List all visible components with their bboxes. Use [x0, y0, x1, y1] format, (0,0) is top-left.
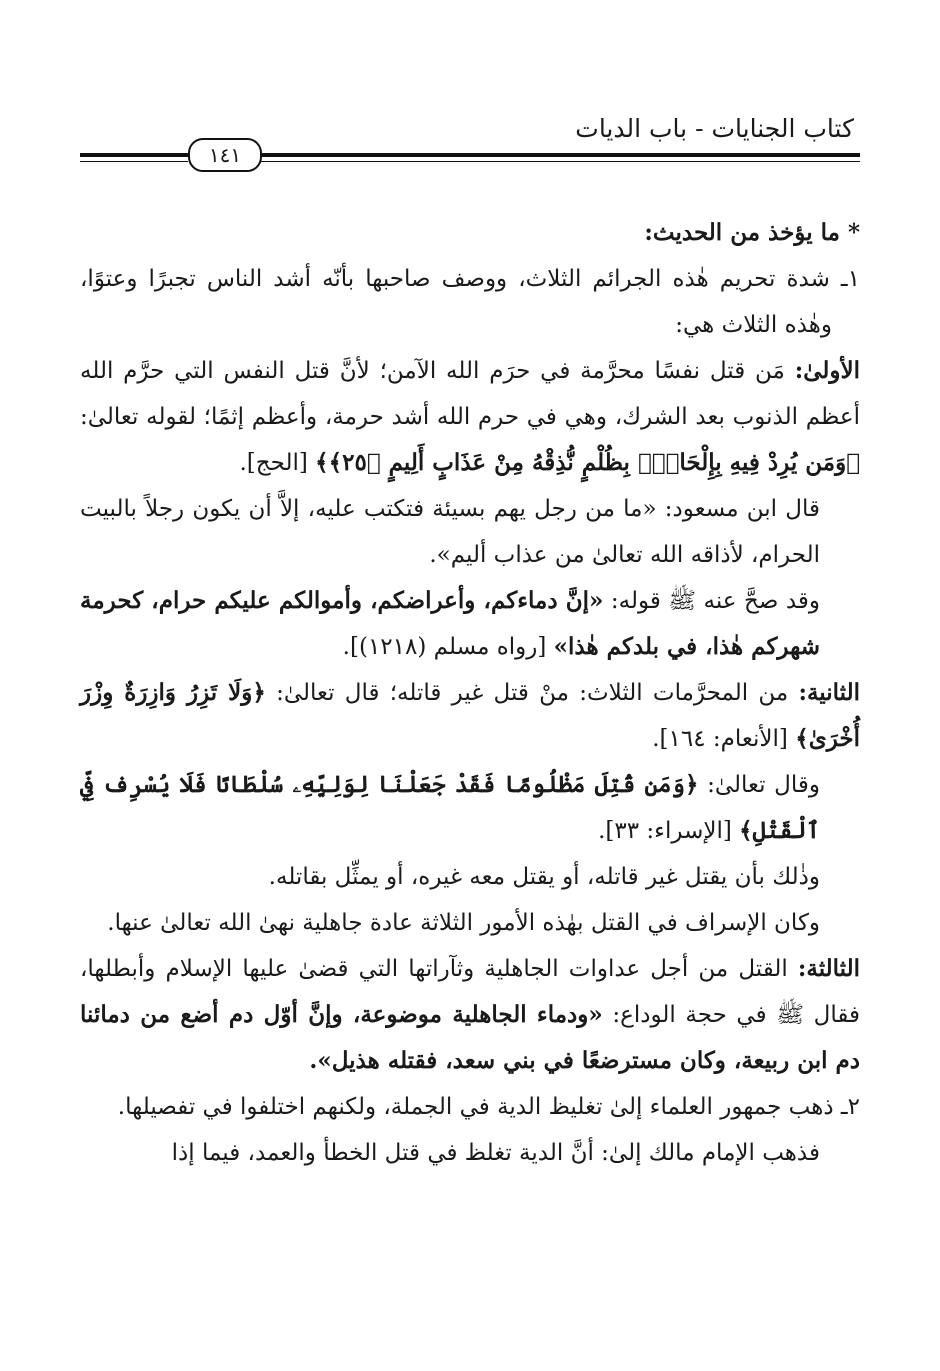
second-crime-text: من المحرَّمات الثلاث: منْ قتل غير قاتله؛ قال تعالىٰ: — [276, 680, 789, 706]
point-1-number: ١ـ — [840, 266, 860, 292]
farewell-hadith: «ودماء الجاهلية موضوعة، وإنَّ أوّل دم أضع من دمائنا دم ابن ربيعة، وكان مسترضعًا في بني سعد، فقتله هذيل». — [80, 1001, 860, 1074]
verse-hajj-ref: [الحج]. — [239, 450, 308, 476]
isra-intro: وقال تعالىٰ: — [707, 772, 820, 798]
first-crime-paragraph — [80, 348, 860, 486]
hadith-text: «إنَّ دماءكم، وأعراضكم، وأموالكم عليكم حرام، كحرمة شهركم هٰذا، في بلدكم هٰذا» — [80, 587, 820, 660]
point-1-text: شدة تحريم هٰذه الجرائم الثلاث، ووصف صاحبها بأنّه أشد الناس تجبرًا وعتوًا، وهٰذه الثلاث هي: — [80, 266, 832, 338]
header-rule-left — [80, 153, 188, 157]
hadith-ref: [رواه مسلم (١٢١٨)]. — [342, 634, 547, 660]
malik-paragraph: فذهب الإمام مالك إلىٰ: أنَّ الدية تغلظ في قتل الخطأ والعمد، فيما إذا — [171, 1140, 820, 1166]
second-crime-label: الثانية: — [798, 679, 860, 706]
running-title: كتاب الجنايات - باب الديات — [575, 114, 854, 143]
verse-isra: ﴿وَمَن قُتِلَ مَظْلُومًا فَقَدْ جَعَلْنَا لِوَلِيِّهِۦ سُلْطَانًا فَلَا يُسْرِف فِّي ٱلْقَتْلِ﴾ — [80, 771, 820, 844]
verse-anam: ﴿وَلَا تَزِرُ وَازِرَةٌ وِزْرَ أُخْرَىٰ﴾ — [80, 679, 860, 752]
jahiliyya-paragraph: وكان الإسراف في القتل بهٰذه الأمور الثلاثة عادة جاهلية نهىٰ الله تعالىٰ عنها. — [107, 910, 820, 936]
third-crime-label: الثالثة: — [797, 955, 860, 982]
hadith-paragraph — [80, 578, 860, 670]
verse-isra-ref: [الإسراء: ٣٣]. — [598, 818, 732, 844]
page-header — [80, 108, 860, 168]
section-heading: * ما يؤخذ من الحديث: — [644, 219, 860, 246]
first-crime-label: الأولىٰ: — [794, 357, 860, 384]
isra-paragraph — [80, 762, 860, 854]
point-2-text: ذهب جمهور العلماء إلىٰ تغليظ الدية في الجملة، ولكنهم اختلفوا في تفصيلها. — [117, 1094, 834, 1120]
second-crime-paragraph — [80, 670, 860, 762]
explanation-paragraph: وذٰلك بأن يقتل غير قاتله، أو يقتل معه غيره، أو يمثِّل بقاتله. — [268, 864, 820, 890]
header-rule-right — [258, 153, 860, 157]
third-crime-text: القتل من أجل عداوات الجاهلية وثآراتها التي قضىٰ عليها الإسلام وأبطلها، فقال ﷺ في حجة الوداع: — [80, 956, 860, 1028]
verse-hajj: ﴿وَمَن يُرِدْ فِيهِ بِإِلْحَادٍۭ بِظُلْمٍ نُّذِقْهُ مِنْ عَذَابٍ أَلِيمٍ ﴿٢٥﴾﴾ — [315, 449, 860, 476]
page-body — [80, 210, 860, 1176]
point-1 — [80, 256, 860, 348]
hadith-intro: وقد صحَّ عنه ﷺ قوله: — [610, 588, 820, 614]
first-crime-text: مَن قتل نفسًا محرَّمة في حرَم الله الآمن؛ لأنَّ قتل النفس التي حرَّم الله أعظم الذنوب بعد الشرك، وهي في حرم الله أشد حرمة، وأعظم إثمًا؛ لقوله تعالىٰ: — [80, 358, 861, 430]
page-number: ١٤١ — [188, 138, 262, 172]
point-2 — [80, 1084, 860, 1130]
third-crime-paragraph — [80, 946, 860, 1084]
point-2-number: ٢ـ — [840, 1094, 860, 1120]
ibn-masud-quote: قال ابن مسعود: «ما من رجل يهم بسيئة فتكتب عليه، إلاَّ أن يكون رجلاً بالبيت الحرام، لأذاقه الله تعالىٰ من عذاب أليم». — [80, 496, 821, 568]
header-rule-right-thin — [258, 161, 860, 162]
header-rule-left-thin — [80, 161, 188, 162]
verse-anam-ref: [الأنعام: ١٦٤]. — [652, 726, 788, 752]
